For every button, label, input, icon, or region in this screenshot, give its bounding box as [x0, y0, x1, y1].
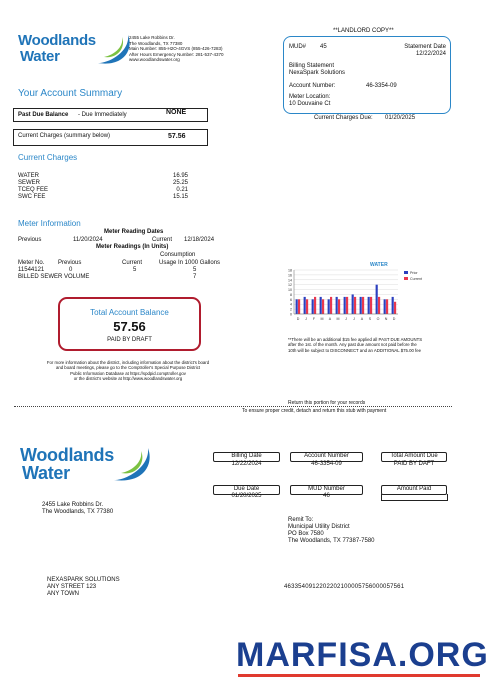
chart-bar: [312, 299, 314, 314]
y-tick-label: 4: [290, 302, 292, 307]
legend-swatch: [404, 271, 408, 274]
previous-reading: 0: [69, 267, 73, 273]
legend-swatch: [404, 277, 408, 280]
landlord-info-box: [283, 36, 451, 114]
current-charges-summary-label: Current Charges (summary below): [18, 133, 111, 139]
charge-name: TCEQ FEE: [18, 187, 49, 193]
charges-list: [18, 173, 188, 201]
y-tick-label: 16: [288, 273, 292, 278]
past-due-value: NONE: [166, 109, 187, 116]
chart-bar: [338, 299, 340, 314]
total-balance-title: Total Account Balance: [90, 308, 169, 317]
logo-text-line1: Woodlands: [18, 32, 96, 49]
chart-bar: [330, 297, 332, 314]
col-usage: Usage In 1000 Gallons: [159, 260, 221, 266]
address-line: www.woodlandswater.org: [129, 57, 180, 63]
chart-bar: [370, 297, 372, 314]
billing-statement-label: Billing Statement: [289, 63, 335, 69]
customer-line: NEXASPARK SOLUTIONS: [47, 577, 120, 583]
remit-line: Remit To:: [288, 517, 314, 523]
watermark-underline: [238, 674, 480, 677]
meter-location-value: 10 Douvaine Ct: [289, 101, 331, 107]
info-line: or the district's website at http://www.woodlandswater.org: [73, 375, 183, 381]
x-tick-label: J: [345, 317, 347, 321]
amount-paid-label: Amount Paid: [381, 485, 447, 495]
charge-name: SEWER: [18, 180, 41, 186]
x-tick-label: J: [305, 317, 307, 321]
y-tick-label: 12: [288, 283, 292, 288]
return-portion-text: Return this portion for your records: [288, 400, 366, 406]
x-tick-label: D: [296, 317, 300, 321]
meter-readings-label: Meter Readings (In Units): [96, 244, 169, 250]
charge-row: [18, 187, 188, 194]
woodlands-logo: [18, 33, 118, 69]
stub-logo-text-line1: Woodlands: [20, 445, 114, 465]
total-amount-due-label: Total Amount Due: [381, 452, 447, 462]
chart-bar: [328, 299, 330, 314]
customer-line: ANY TOWN: [47, 591, 80, 597]
past-due-label: Past Due Balance: [18, 112, 69, 118]
col-previous: Previous: [58, 260, 82, 266]
header-address-block: [129, 35, 269, 63]
late-fee-notice: [288, 337, 458, 353]
address-line: After Hours Emergency Number: 281-537-4370: [129, 51, 224, 57]
address-line: 2455 Lake Robbins Dr.: [129, 35, 175, 40]
account-number-stub-label: Account Number: [290, 452, 363, 462]
billing-date-label: Billing Date: [213, 452, 280, 462]
current-date: 12/18/2024: [184, 237, 215, 243]
charge-row: [18, 180, 188, 187]
x-tick-label: F: [312, 317, 316, 321]
billed-sewer-label: BILLED SEWER VOLUME: [18, 274, 90, 280]
chart-bar: [386, 299, 388, 314]
stub-woodlands-logo: [20, 446, 140, 486]
chart-bar: [344, 297, 346, 314]
info-line: Public Information Database at https://spdpid.comptroller.gov: [70, 370, 186, 376]
info-line: For more information about the district, including information about the district's board: [46, 360, 210, 365]
col-current: Current: [122, 260, 143, 266]
charge-amount: 16.95: [172, 173, 188, 179]
total-balance-note: PAID BY DRAFT: [107, 337, 152, 343]
chart-bar: [336, 297, 338, 314]
charge-row: [18, 194, 188, 201]
total-balance-amount: 57.56: [113, 319, 146, 334]
detach-line: [14, 406, 452, 407]
y-tick-label: 10: [288, 288, 292, 293]
stub-logo-text-line2: Water: [22, 463, 70, 483]
statement-date-label: Statement Date: [404, 44, 446, 50]
charge-name: WATER: [18, 173, 39, 179]
customer-address-block: [47, 577, 120, 598]
charge-amount: 25.25: [172, 180, 188, 186]
info-line: and board meetings, please go to the Comptroller's Special Purpose District: [55, 365, 201, 371]
chart-bar: [298, 299, 300, 314]
previous-date: 11/20/2024: [73, 237, 103, 243]
amount-paid-input[interactable]: [381, 494, 448, 501]
x-tick-label: A: [360, 317, 364, 321]
usage-value: 5: [193, 267, 197, 273]
meter-information-title: Meter Information: [18, 219, 81, 228]
account-number-value: 46-3354-09: [366, 83, 397, 89]
charge-name: SWC FEE: [18, 194, 46, 200]
logo-text-line2: Water: [20, 48, 60, 65]
chart-bar: [322, 299, 324, 314]
legend-label: Current: [410, 277, 422, 281]
remit-line: Municipal Utility District: [288, 524, 350, 530]
chart-bar: [296, 299, 298, 314]
due-date-label: Due Date: [213, 485, 280, 495]
meter-location-label: Meter Location:: [289, 94, 331, 100]
chart-bar: [378, 297, 380, 314]
chart-bar: [320, 297, 322, 314]
current-reading: 5: [133, 267, 137, 273]
chart-bar: [354, 297, 356, 314]
x-tick-label: N: [384, 317, 388, 321]
chart-bar: [306, 299, 308, 314]
statement-date-value: 12/22/2024: [415, 51, 446, 57]
billing-date-value: 12/22/2024: [231, 461, 262, 467]
past-due-note: - Due Immediately: [78, 112, 127, 118]
chart-bar: [346, 297, 348, 314]
current-charges-summary-value: 57.56: [168, 133, 186, 140]
y-tick-label: 8: [290, 292, 292, 297]
chart-bar: [362, 297, 364, 314]
remit-line: The Woodlands, TX 77387-7580: [288, 538, 375, 544]
remit-line: PO Box 7580: [288, 531, 324, 537]
current-charges-title: Current Charges: [18, 153, 78, 162]
detach-instructions: To ensure proper credit, detach and return this stub with payment: [242, 408, 387, 414]
legend-label: Prior: [410, 271, 418, 275]
charge-amount: 0.21: [176, 187, 188, 193]
mud-number-label: MUD Number: [290, 485, 363, 495]
current-charges-due-value: 01/20/2025: [385, 115, 416, 121]
y-tick-label: 6: [290, 297, 292, 302]
notice-line: 10th will be subject to DISCONNECT and an ADDITIONAL $75.00 fee: [288, 347, 422, 353]
account-number-stub-value: 46-3354-09: [311, 461, 342, 467]
mud-value: 45: [320, 44, 327, 50]
mud-number-value: 46: [323, 493, 330, 499]
col-meter-no: Meter No.: [18, 260, 45, 266]
chart-bar: [376, 285, 378, 314]
total-balance-box: [58, 297, 201, 351]
due-date-value: 01/20/2025: [231, 493, 262, 499]
chart-bar: [384, 299, 386, 314]
chart-title: WATER: [370, 262, 388, 268]
company-name: NexaSpark Solutions: [289, 70, 346, 76]
x-tick-label: M: [320, 317, 324, 321]
x-tick-label: M: [336, 317, 340, 321]
y-tick-label: 2: [290, 307, 292, 312]
notice-line: **There will be an additional $15 fee applied all PAST DUE AMOUNTS: [288, 337, 423, 342]
billed-sewer-value: 7: [193, 274, 197, 280]
previous-label: Previous: [18, 237, 42, 243]
chart-bar: [304, 297, 306, 314]
stub-address-line1: 2455 Lake Robbins Dr.: [42, 502, 104, 508]
meter-reading-dates-label: Meter Reading Dates: [104, 229, 164, 235]
current-label: Current: [152, 237, 173, 243]
payment-scanline: 4633540912202202100005756000057561: [284, 584, 405, 590]
consumption-label: Consumption: [160, 252, 196, 258]
account-number-label: Account Number:: [289, 83, 336, 89]
chart-bar: [314, 297, 316, 314]
chart-bar: [368, 297, 370, 314]
notice-line: after the 1st. of the month. Any past due amount not paid before the: [288, 342, 417, 348]
total-amount-due-value: PAID BY DAFT: [393, 461, 435, 467]
charge-amount: 15.15: [172, 194, 188, 200]
watermark-text: MARFISA.ORG: [236, 636, 489, 674]
y-tick-label: 14: [288, 278, 292, 283]
landlord-copy-title: **LANDLORD COPY**: [333, 28, 394, 34]
x-tick-label: A: [328, 317, 332, 321]
address-line: Main Number: 855-H2O-4GVS (855-426-7283): [129, 46, 223, 52]
chart-bar: [394, 302, 396, 314]
mud-label: MUD#: [289, 44, 307, 50]
water-drop-swoosh-icon: [106, 442, 154, 486]
district-info-text: [20, 360, 236, 381]
y-tick-label: 0: [290, 312, 292, 317]
stub-address-line2: The Woodlands, TX 77380: [42, 509, 114, 515]
chart-bar: [352, 294, 354, 314]
x-tick-label: O: [376, 317, 380, 321]
current-charges-due-label: Current Charges Due:: [314, 115, 373, 121]
charge-row: [18, 173, 188, 180]
remit-to-block: [288, 517, 375, 545]
y-tick-label: 18: [288, 268, 292, 273]
chart-bar: [360, 297, 362, 314]
meter-number: 11544121: [18, 267, 45, 273]
x-tick-label: J: [353, 317, 355, 321]
address-line: The Woodlands, TX 77380: [129, 40, 183, 46]
customer-line: ANY STREET 123: [47, 584, 97, 590]
account-summary-title: Your Account Summary: [18, 88, 123, 99]
x-tick-label: D: [392, 317, 396, 321]
chart-bar: [392, 297, 394, 314]
water-usage-chart: [282, 258, 432, 330]
x-tick-label: S: [368, 317, 372, 321]
water-drop-swoosh-icon: [90, 29, 134, 69]
